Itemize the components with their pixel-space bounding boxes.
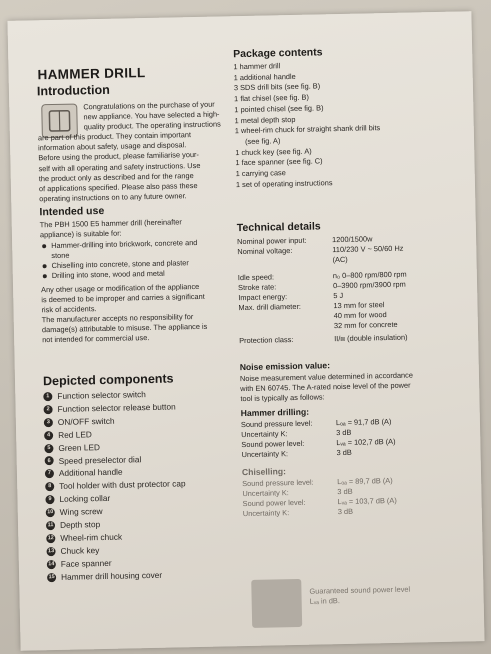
noise-value: Lᵥₐ = 103,7 dB (A) — [337, 495, 397, 507]
package-item-text: 1 wheel-rim chuck for straight shank drill bits — [234, 123, 381, 136]
noise-value: Lₒₐ = 89,7 dB (A) — [337, 476, 393, 487]
component-label: Chuck key — [60, 544, 100, 556]
introduction-line: of applications specified. Please also pass these — [38, 180, 198, 194]
introduction-section — [37, 83, 110, 99]
introduction-heading: Introduction — [36, 82, 110, 99]
table-row — [238, 298, 465, 332]
introduction-line: new appliance. You have selected a high- — [83, 109, 220, 122]
intended-use-heading: Intended use — [39, 204, 105, 219]
introduction-line: quality product. The operating instructions — [83, 119, 221, 132]
components-section — [43, 371, 188, 583]
component-label: Wing screw — [59, 506, 103, 518]
component-label: Hammer drill housing cover — [60, 569, 163, 582]
introduction-line: are part of this product. They contain important — [37, 130, 192, 143]
component-number-badge: 4 — [44, 431, 53, 440]
component-number-badge: 2 — [44, 405, 53, 414]
noise-key: Uncertainty K: — [242, 507, 290, 518]
spec-value-line: n₀ 0–800 rpm/800 rpm — [332, 270, 407, 281]
component-number-badge: 12 — [47, 535, 54, 542]
noise-section — [240, 357, 469, 518]
component-label: Red LED — [58, 428, 92, 440]
guaranteed-sound-label — [251, 579, 302, 628]
package-item-text: 1 set of operating instructions — [235, 177, 333, 189]
list-item — [236, 177, 382, 191]
component-number-badge: 1 — [43, 392, 52, 401]
spec-key: Nominal voltage: — [237, 245, 293, 256]
component-label: Depth stop — [59, 519, 101, 530]
components-list — [43, 387, 187, 583]
list-item — [235, 123, 381, 147]
package-item-text: 1 chuck key (see fig. A) — [235, 146, 312, 157]
package-item-text: (see fig. A) — [244, 136, 281, 146]
technical-section — [237, 217, 466, 346]
warning-line: risk of accidents. — [41, 303, 97, 315]
hammer-drilling-heading: Hammer drilling: — [240, 406, 310, 419]
spec-key: Max. drill diameter: — [238, 301, 302, 313]
chiselling-table — [242, 475, 469, 519]
noise-value: Lᵥₐ = 102,7 dB (A) — [336, 436, 396, 448]
component-label: Tool holder with dust protector cap — [59, 478, 186, 492]
chiselling-heading: Chiselling: — [241, 466, 286, 478]
noise-line: Noise measurement value determined in accordance — [239, 370, 414, 384]
component-label: ON/OFF switch — [57, 415, 115, 427]
spec-key: Impact energy: — [238, 292, 288, 303]
component-label: Additional handle — [58, 467, 123, 479]
spec-value-line: II/⧈ (double insulation) — [334, 332, 408, 344]
list-item — [41, 268, 207, 282]
spec-value — [332, 242, 463, 264]
right-column — [232, 11, 458, 606]
component-number-badge: 3 — [44, 418, 53, 427]
intended-use-text — [40, 217, 206, 241]
spec-key: Idle speed: — [237, 272, 275, 283]
guaranteed-line: Lᵥₐ in dB. — [309, 596, 340, 606]
spec-key: Nominal power input: — [237, 235, 307, 247]
component-label: Function selector release button — [57, 401, 176, 414]
component-label: Face spanner — [60, 557, 112, 569]
guaranteed-sound-level-note — [309, 584, 459, 607]
noise-value: Lₒₐ = 91,7 dB (A) — [335, 417, 392, 428]
component-label: Green LED — [58, 441, 101, 453]
introduction-line: the product only as described and for the range — [38, 170, 194, 183]
component-number-badge: 7 — [45, 469, 54, 478]
intended-use-line: appliance) is suitable for: — [39, 228, 122, 240]
spec-value-line: 13 mm for steel — [333, 300, 385, 311]
component-number-badge: 15 — [48, 573, 55, 580]
component-number-badge: 5 — [44, 444, 53, 453]
noise-value: 3 dB — [337, 487, 353, 497]
spec-value — [334, 328, 465, 345]
package-heading: Package contents — [233, 46, 323, 61]
hammer-drilling-table — [241, 416, 468, 460]
package-item-text: 1 additional handle — [233, 71, 296, 82]
warning-line: damage(s) attributable to misuse. The appliance is — [41, 321, 208, 335]
intended-use-section — [39, 203, 207, 346]
noise-key: Sound power level: — [241, 438, 305, 449]
technical-table — [237, 232, 465, 346]
component-number-badge: 10 — [47, 509, 54, 516]
spec-key: Protection class: — [239, 335, 294, 346]
noise-key: Sound pressure level: — [240, 418, 313, 430]
introduction-line: self with all operating and safety instructions. Use — [38, 160, 201, 173]
noise-key: Uncertainty K: — [241, 448, 289, 459]
noise-value: 3 dB — [336, 427, 352, 438]
warning-line: Any other usage or modification of the appliance — [40, 281, 200, 294]
package-item-text: 3 SDS drill bits (see fig. B) — [233, 81, 321, 93]
component-number-badge: 11 — [47, 522, 54, 529]
spec-value-line: 0–3900 rpm/3900 rpm — [332, 280, 406, 291]
manual-page — [7, 11, 484, 651]
introduction-line: information about safety, usage and disposal. — [38, 140, 187, 153]
noise-line: with EN 60745. The A-rated noise level of the power — [240, 380, 411, 394]
noise-key: Uncertainty K: — [242, 488, 289, 499]
intended-use-line: The PBH 1500 E5 hammer drill (hereinafter — [39, 217, 182, 230]
noise-value: 3 dB — [337, 506, 354, 516]
component-number-badge: 13 — [47, 547, 55, 555]
component-label: Function selector switch — [57, 389, 146, 401]
spec-value-line: 1200/1500w — [332, 234, 373, 245]
package-item-text: 1 metal depth stop — [234, 114, 296, 125]
warning-line: is deemed to be improper and carries a significant — [41, 291, 205, 304]
package-item-text: 1 face spanner (see fig. C) — [235, 156, 323, 168]
introduction-line: Congratulations on the purchase of your — [83, 99, 215, 112]
technical-heading: Technical details — [236, 220, 321, 235]
list-item-text: stone — [51, 250, 70, 261]
component-label: Speed preselector dial — [58, 453, 142, 466]
guaranteed-line: Guaranteed sound power level — [309, 584, 411, 596]
spec-value-line: (AC) — [332, 254, 348, 264]
list-item-text: Hammer-drilling into brickwork, concrete and — [51, 238, 198, 251]
noise-key: Sound power level: — [242, 497, 306, 509]
noise-heading: Noise emission value: — [239, 360, 331, 373]
introduction-text — [37, 99, 249, 204]
intended-use-warning — [41, 281, 208, 345]
spec-value-line: 110/230 V ~ 50/60 Hz — [332, 243, 404, 254]
component-label: Wheel-rim chuck — [60, 531, 123, 543]
noise-key: Sound pressure level: — [242, 478, 314, 489]
noise-line: tool is typically as follows: — [240, 392, 325, 404]
component-number-badge: 6 — [45, 457, 54, 466]
package-item-text: 1 pointed chisel (see fig. B) — [234, 103, 324, 115]
warning-line: The manufacturer accepts no responsibility for — [41, 311, 194, 325]
noise-key: Uncertainty K: — [241, 429, 288, 440]
package-item-text: 1 carrying case — [235, 168, 286, 179]
component-number-badge: 14 — [48, 560, 55, 567]
spec-value-line: 40 mm for wood — [333, 309, 387, 320]
noise-value: 3 dB — [336, 447, 352, 457]
spec-value-line: 32 mm for concrete — [333, 319, 398, 330]
components-heading: Depicted components — [42, 371, 174, 389]
document-title: HAMMER DRILL — [37, 65, 146, 83]
spec-value — [333, 298, 465, 330]
introduction-line: operating instructions on to any future owner. — [39, 191, 187, 204]
package-item-text: 1 flat chisel (see fig. B) — [234, 92, 309, 104]
noise-text — [240, 369, 467, 404]
package-section — [233, 45, 381, 190]
package-list — [233, 59, 381, 190]
list-item-text: Chiselling into concrete, stone and plaster — [51, 258, 189, 271]
package-item-text: 1 hammer drill — [233, 61, 281, 72]
warning-line: not intended for commercial use. — [42, 333, 150, 345]
intended-use-list — [40, 238, 206, 282]
component-number-badge: 9 — [45, 495, 54, 504]
spec-value-line: 5 J — [333, 291, 344, 301]
component-number-badge: 8 — [45, 482, 54, 491]
spec-key: Stroke rate: — [238, 282, 277, 293]
introduction-line: Before using the product, please familiarise your- — [38, 150, 200, 163]
list-item — [47, 568, 188, 584]
list-item-text: Drilling into stone, wood and metal — [51, 269, 165, 281]
component-label: Locking collar — [59, 493, 111, 505]
left-column — [31, 16, 243, 582]
